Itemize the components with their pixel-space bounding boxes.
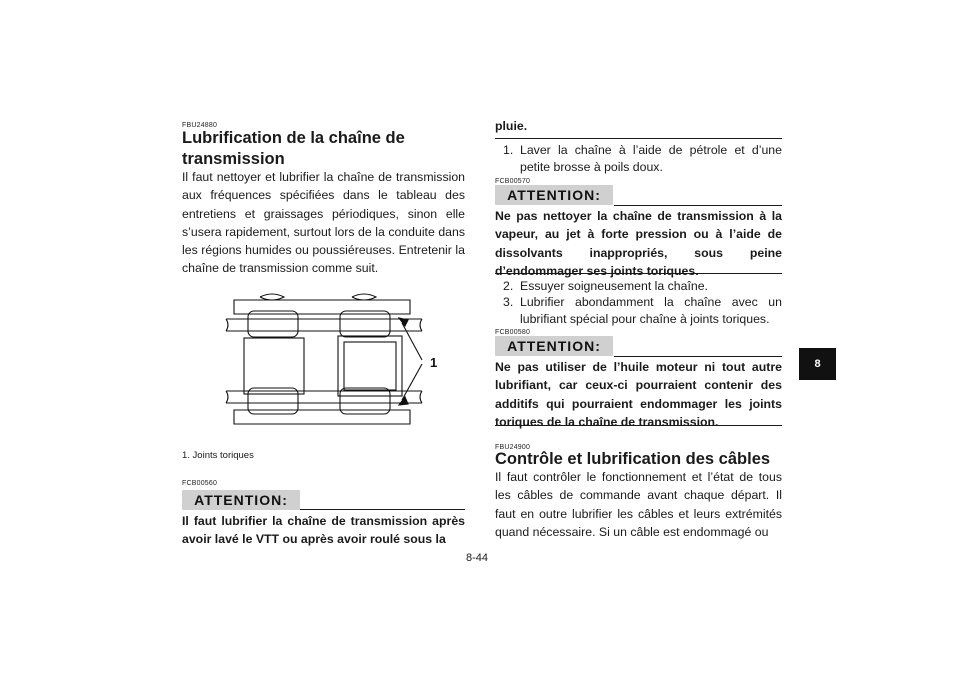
section-heading: Contrôle et lubrification des câbles	[495, 450, 771, 468]
lower-link-plate	[234, 410, 410, 424]
attention-code: FCB00560	[182, 480, 218, 487]
attention-end-rule	[495, 138, 782, 139]
upper-link-plate	[234, 300, 410, 314]
step-2	[503, 278, 782, 295]
step-1	[503, 142, 782, 175]
section-code: FBU24880	[182, 122, 218, 129]
step-text: Essuyer soigneusement la chaîne.	[520, 279, 708, 293]
figure-caption: 1. Joints toriques	[182, 450, 254, 461]
attention-code: FCB00580	[495, 329, 531, 336]
attention-text: Il faut lubrifier la chaîne de transmission après avoir lavé le VTT ou après avoir roulé sous la	[182, 514, 465, 547]
step-3	[503, 294, 782, 327]
step-number: 2.	[503, 279, 514, 293]
attention-label: ATTENTION:	[495, 185, 613, 205]
attention-end-rule	[495, 273, 782, 274]
cables-paragraph: Il faut contrôler le fonctionnement et l’état de tous les câbles de commande avant chaque départ. Il faut en outre lubrifier les câbles et leurs extrémités quand nécessaire. Si un câble est endommagé ou	[495, 470, 782, 539]
attention-rule	[300, 509, 465, 510]
attention-end-rule	[495, 425, 782, 426]
page-number: 8-44	[466, 552, 489, 564]
attention-rule	[614, 356, 782, 357]
step-number: 1.	[503, 143, 514, 157]
section-code: FBU24900	[495, 444, 531, 451]
attention-text: Ne pas nettoyer la chaîne de transmission à la vapeur, au jet à forte pression ou à l’aide de dissolvants inappropriés, sous peine d’endommager ses joints toriques.	[495, 209, 782, 278]
attention-label: ATTENTION:	[182, 490, 300, 510]
step-text: Laver la chaîne à l’aide de pétrole et d’une petite brosse à poils doux.	[520, 143, 782, 174]
attention-rule	[614, 205, 782, 206]
chain-illustration	[222, 288, 452, 436]
section-heading: Lubrification de la chaîne de transmission	[182, 129, 405, 168]
continued-text: pluie.	[495, 119, 528, 133]
step-text: Lubrifier abondamment la chaîne avec un lubrifiant spécial pour chaîne à joints toriques.	[520, 295, 782, 326]
attention-code: FCB00570	[495, 178, 531, 185]
intro-paragraph: Il faut nettoyer et lubrifier la chaîne de transmission aux fréquences spécifiées dans le tableau des entretiens et graissages périodiques, sinon elle s’usera rapidement, surtout lors de la conduite dans les régions humides ou poussiéreuses. Entretenir la chaîne de transmission comme suit.	[182, 170, 465, 276]
step-number: 3.	[503, 295, 514, 309]
figure-callout-number: 1	[430, 355, 438, 370]
attention-label: ATTENTION:	[495, 336, 613, 356]
chapter-tab: 8	[799, 348, 836, 380]
attention-text: Ne pas utiliser de l’huile moteur ni tout autre lubrifiant, car ceux-ci pourraient contenir des additifs qui pourraient endommager les joints toriques de la chaîne de transmission.	[495, 360, 782, 429]
